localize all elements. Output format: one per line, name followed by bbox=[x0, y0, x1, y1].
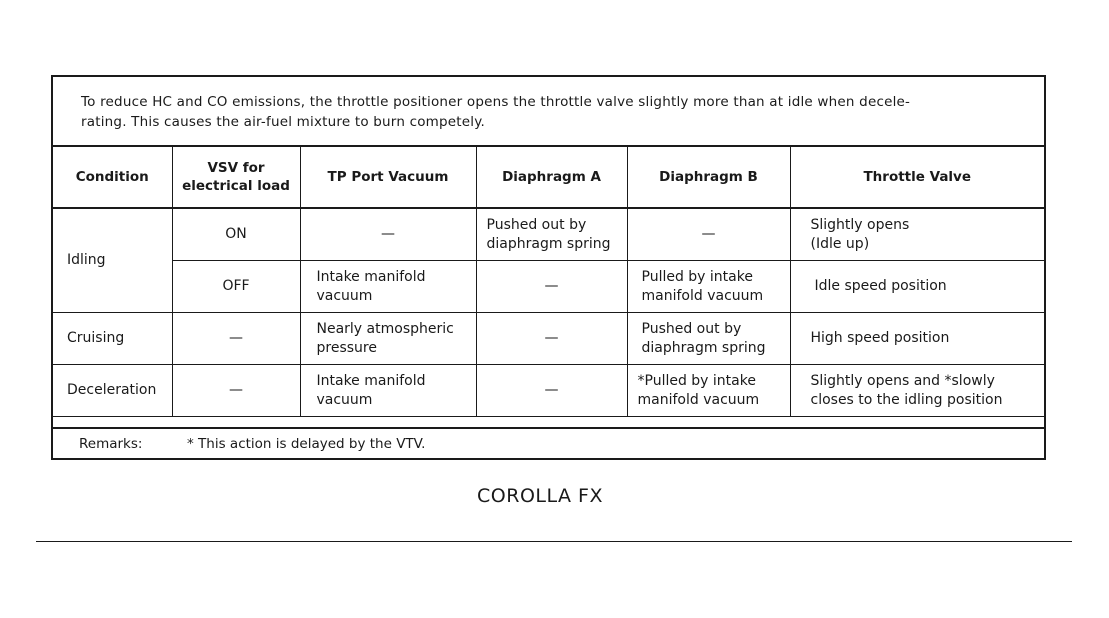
header-vsv-line-1: VSV for bbox=[207, 160, 265, 176]
intro-line-2: rating. This causes the air-fuel mixture to burn competely. bbox=[81, 114, 485, 130]
cell-da-idling-on-line-2: diaphragm spring bbox=[486, 235, 611, 252]
cell-tp-cruising bbox=[300, 313, 476, 365]
cell-tv-idling-on-line-2: (Idle up) bbox=[810, 235, 870, 252]
cell-tv-idling-on-line-1: Slightly opens bbox=[810, 216, 910, 233]
cell-vsv-cruising: — bbox=[172, 313, 300, 365]
cell-tp-idling-off-line-2: vacuum bbox=[316, 287, 373, 304]
cell-tp-deceleration-line-2: vacuum bbox=[316, 391, 373, 408]
intro-line-1: To reduce HC and CO emissions, the throttle positioner opens the throttle valve slightly more than at idle when decele- bbox=[81, 94, 911, 110]
cell-da-idling-off: — bbox=[476, 261, 627, 313]
cell-tp-cruising-line-2: pressure bbox=[316, 339, 377, 356]
table-header-row bbox=[53, 147, 1044, 208]
remarks-text: * This action is delayed by the VTV. bbox=[187, 436, 426, 452]
cell-da-cruising: — bbox=[476, 313, 627, 365]
cell-tp-deceleration-line-1: Intake manifold bbox=[316, 372, 426, 389]
table-row-deceleration bbox=[53, 365, 1044, 417]
cell-tv-deceleration-line-2: closes to the idling position bbox=[810, 391, 1003, 408]
table-row-cruising bbox=[53, 313, 1044, 365]
cell-tp-idling-off bbox=[300, 261, 476, 313]
cell-tv-idling-on bbox=[790, 208, 1044, 261]
cell-db-idling-off-line-2: manifold vacuum bbox=[641, 287, 764, 304]
page-divider bbox=[36, 541, 1072, 542]
cell-vsv-on: ON bbox=[172, 208, 300, 261]
operation-table bbox=[53, 147, 1044, 417]
cell-vsv-deceleration: — bbox=[172, 365, 300, 417]
intro-paragraph bbox=[53, 77, 1044, 147]
header-diaphragm-a: Diaphragm A bbox=[476, 147, 627, 208]
cell-tp-idling-on: — bbox=[300, 208, 476, 261]
cell-db-idling-off bbox=[627, 261, 790, 313]
throttle-positioner-table-frame bbox=[51, 75, 1046, 460]
cell-condition-idling: Idling bbox=[53, 208, 172, 313]
table-row-idling-off bbox=[53, 261, 1044, 313]
cell-tv-deceleration-line-1: Slightly opens and *slowly bbox=[810, 372, 995, 389]
cell-db-cruising-line-2: diaphragm spring bbox=[641, 339, 766, 356]
header-vsv bbox=[172, 147, 300, 208]
cell-vsv-off: OFF bbox=[172, 261, 300, 313]
cell-tp-deceleration bbox=[300, 365, 476, 417]
header-vsv-line-2: electrical load bbox=[182, 178, 290, 194]
cell-tv-cruising: High speed position bbox=[790, 313, 1044, 365]
cell-da-idling-on-line-1: Pushed out by bbox=[486, 216, 587, 233]
cell-db-idling-on: — bbox=[627, 208, 790, 261]
cell-db-deceleration bbox=[627, 365, 790, 417]
header-condition: Condition bbox=[53, 147, 172, 208]
cell-da-deceleration: — bbox=[476, 365, 627, 417]
header-diaphragm-b: Diaphragm B bbox=[627, 147, 790, 208]
remarks-row bbox=[53, 427, 1044, 460]
cell-tv-deceleration bbox=[790, 365, 1044, 417]
remarks-label: Remarks: bbox=[79, 436, 143, 452]
table-row-idling-on bbox=[53, 208, 1044, 261]
cell-condition-cruising: Cruising bbox=[53, 313, 172, 365]
cell-db-deceleration-line-1: *Pulled by intake bbox=[637, 372, 756, 389]
cell-db-idling-off-line-1: Pulled by intake bbox=[641, 268, 753, 285]
model-caption: COROLLA FX bbox=[477, 485, 603, 507]
cell-db-cruising-line-1: Pushed out by bbox=[641, 320, 742, 337]
header-tp-port-vacuum: TP Port Vacuum bbox=[300, 147, 476, 208]
cell-tp-cruising-line-1: Nearly atmospheric bbox=[316, 320, 454, 337]
cell-tp-idling-off-line-1: Intake manifold bbox=[316, 268, 426, 285]
cell-db-cruising bbox=[627, 313, 790, 365]
header-throttle-valve: Throttle Valve bbox=[790, 147, 1044, 208]
cell-tv-idling-off: Idle speed position bbox=[790, 261, 1044, 313]
cell-da-idling-on bbox=[476, 208, 627, 261]
cell-db-deceleration-line-2: manifold vacuum bbox=[637, 391, 760, 408]
cell-condition-deceleration: Deceleration bbox=[53, 365, 172, 417]
